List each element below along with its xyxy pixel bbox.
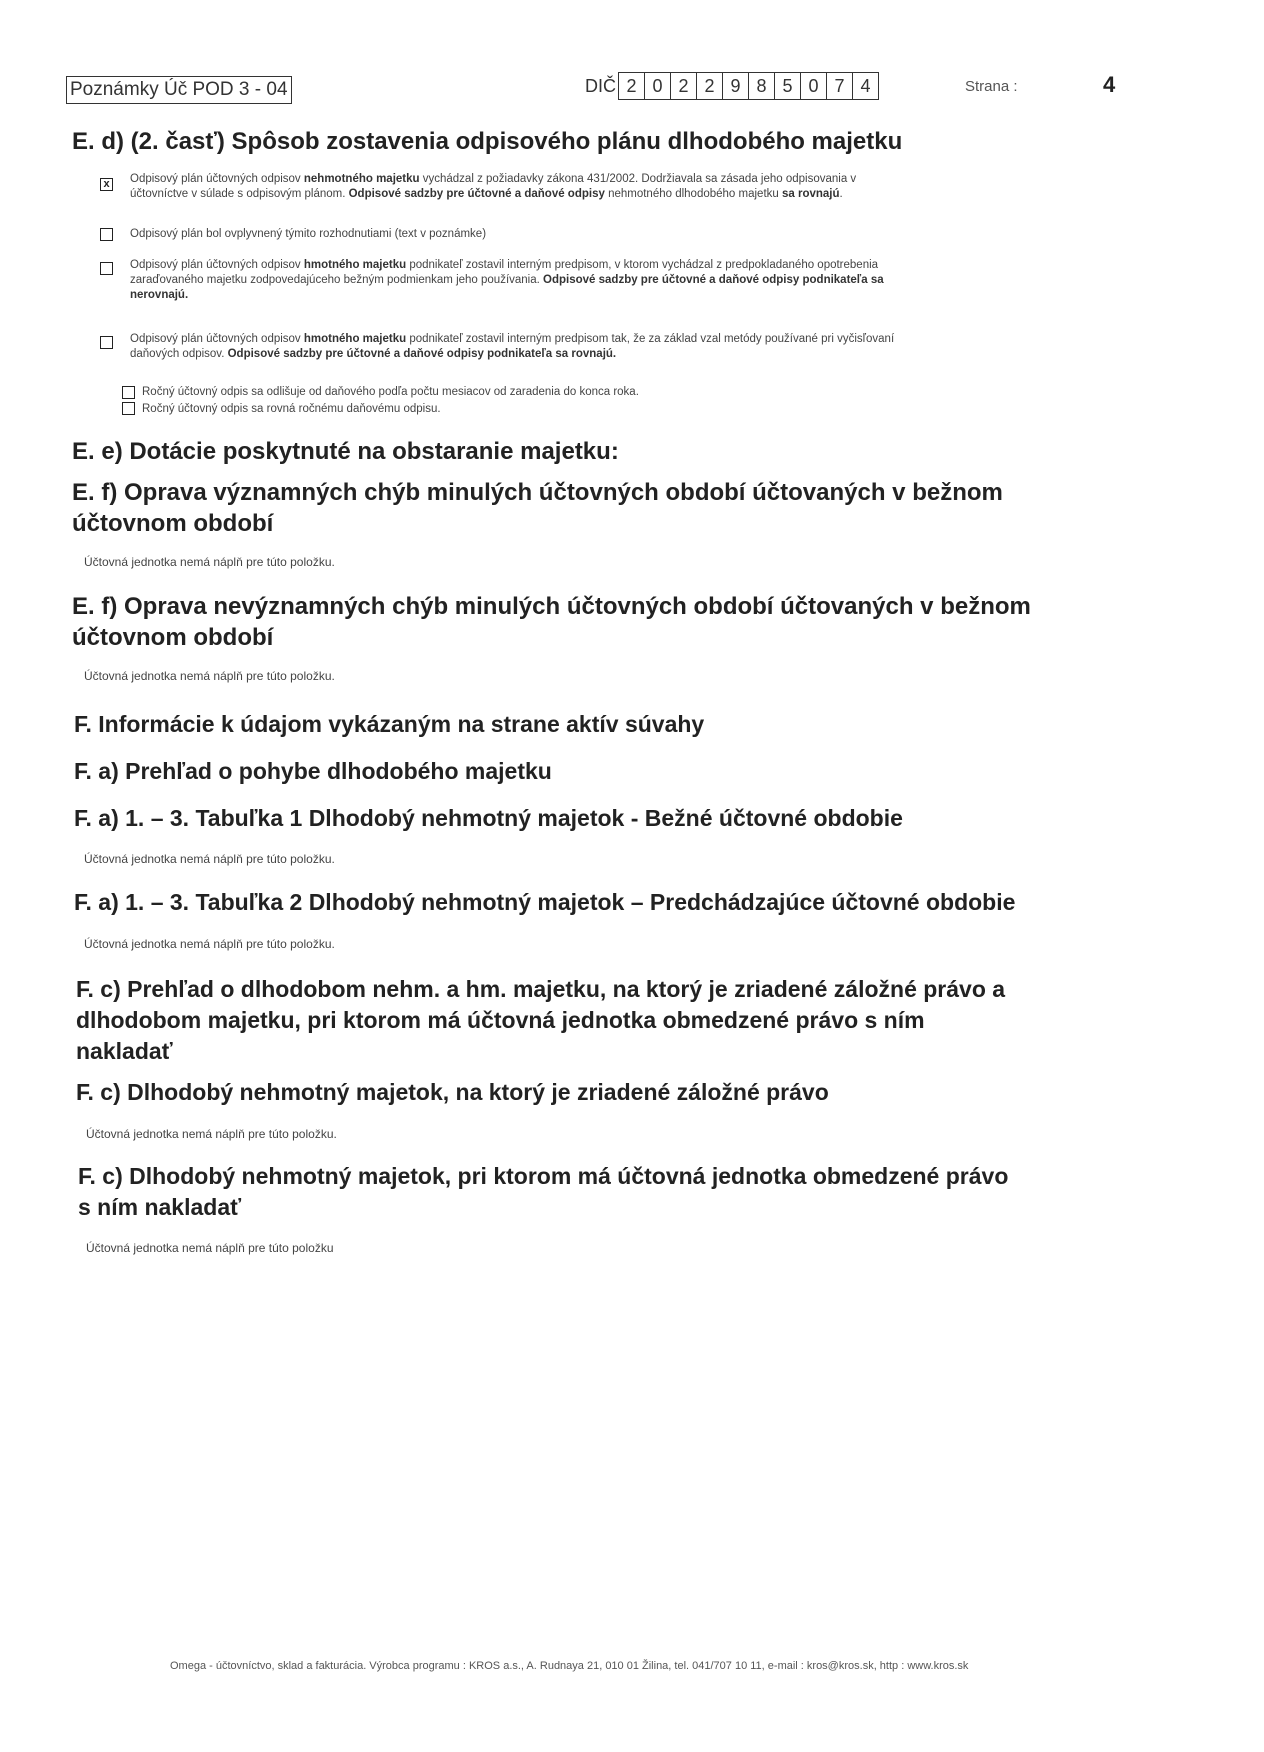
section-ee-title: E. e) Dotácie poskytnuté na obstaranie majetku: [72,438,619,465]
dic-label: DIČ [585,75,616,96]
checkbox-option-2[interactable] [100,228,113,241]
dic-field [585,72,879,100]
suboption-2-text: Ročný účtovný odpis sa rovná ročnému daňovému odpisu. [142,403,441,415]
checkbox-option-3[interactable] [100,262,113,275]
dic-digit: 8 [749,73,775,99]
option-2-text: Odpisový plán bol ovplyvnený týmito rozhodnutiami (text v poznámke) [130,228,487,240]
dic-digit: 0 [801,73,827,99]
section-ef2-title: E. f) Oprava nevýznamných chýb minulých účtovných období účtovaných v bežnom účtovnom období [72,593,1031,651]
section-ed2-title: E. d) (2. časť) Spôsob zostavenia odpisového plánu dlhodobého majetku [72,128,903,155]
option-3-text: Odpisový plán účtovných odpisov hmotného majetku podnikateľ zostavil interným predpisom, v ktorom vychádzal z predpokladaného opotrebenia zaraďovaného majetku zodpovedajúceho bežným podmienkam jeho používania. Odpisové sadzby pre účtovné a daňové odpisy podnikateľa sa nerovnajú. [130,259,884,301]
option-1-text: Odpisový plán účtovných odpisov nehmotného majetku vychádzal z požiadavky zákona 431/2002. Dodržiavala sa zásada jeho odpisovania v účtovníctve v súlade s odpisovým plánom. Odpisové sadzby pre účtovné a daňové odpisy nehmotného dlhodobého majetku sa rovnajú. [130,173,857,200]
section-fc2-title: F. c) Dlhodobý nehmotný majetok, pri ktorom má účtovná jednotka obmedzené právo s ním nakladať [78,1163,1009,1220]
dic-digit: 4 [860,76,871,96]
page-footer: Omega - účtovníctvo, sklad a fakturácia. Výrobca programu : KROS a.s., A. Rudnaya 21, 010 01 Žilina, tel. 041/707 10 11, e-mail : kros@kros.sk, http : www.kros.sk [170,1660,969,1672]
dic-digit: 2 [697,73,723,99]
section-fa-table2-title: F. a) 1. – 3. Tabuľka 2 Dlhodobý nehmotný majetok – Predchádzajúce účtovné obdobie [74,889,1016,915]
page-label: Strana : [965,78,1018,95]
section-fc-title: F. c) Prehľad o dlhodobom nehm. a hm. majetku, na ktorý je zriadené záložné právo a dlhodobom majetku, pri ktorom má účtovná jednotka obmedzené právo s ním nakladať [76,976,1006,1064]
dic-digit: 7 [827,73,853,99]
checkbox-suboption-1[interactable] [122,386,135,399]
section-fc2-note: Účtovná jednotka nemá náplň pre túto položku [86,1241,334,1255]
dic-digit: 0 [645,73,671,99]
section-fa-table1-title: F. a) 1. – 3. Tabuľka 1 Dlhodobý nehmotný majetok - Bežné účtovné obdobie [74,805,903,831]
dic-digit-cells [618,72,879,100]
section-fa-table2-note: Účtovná jednotka nemá náplň pre túto položku. [84,937,335,951]
section-ef1-note: Účtovná jednotka nemá náplň pre túto položku. [84,555,335,569]
section-ef2-note: Účtovná jednotka nemá náplň pre túto položku. [84,669,335,683]
section-fa-table1-note: Účtovná jednotka nemá náplň pre túto položku. [84,852,335,866]
section-fc1-title: F. c) Dlhodobý nehmotný majetok, na ktorý je zriadené záložné právo [76,1079,829,1105]
checkbox-option-1[interactable]: x [100,178,113,191]
dic-digit: 2 [619,73,645,99]
dic-digit: 9 [723,73,749,99]
checkbox-suboption-2[interactable] [122,402,135,415]
suboption-1-text: Ročný účtovný odpis sa odlišuje od daňového podľa počtu mesiacov od zaradenia do konca roka. [142,386,639,398]
section-f-title: F. Informácie k údajom vykázaným na strane aktív súvahy [74,711,705,737]
page-number: 4 [1103,72,1116,97]
dic-digit: 2 [671,73,697,99]
section-fc1-note: Účtovná jednotka nemá náplň pre túto položku. [86,1127,337,1141]
checkbox-option-4[interactable] [100,336,113,349]
section-fa-title: F. a) Prehľad o pohybe dlhodobého majetku [74,758,552,784]
section-ef1-title: E. f) Oprava významných chýb minulých účtovných období účtovaných v bežnom účtovnom období [72,479,1003,537]
form-id-box: Poznámky Úč POD 3 - 04 [66,76,292,104]
option-4-text: Odpisový plán účtovných odpisov hmotného majetku podnikateľ zostavil interným predpisom tak, že za základ vzal metódy používané pri vyčisľovaní daňových odpisov. Odpisové sadzby pre účtovné a daňové odpisy podnikateľa sa rovnajú. [130,333,895,360]
dic-digit: 5 [775,73,801,99]
